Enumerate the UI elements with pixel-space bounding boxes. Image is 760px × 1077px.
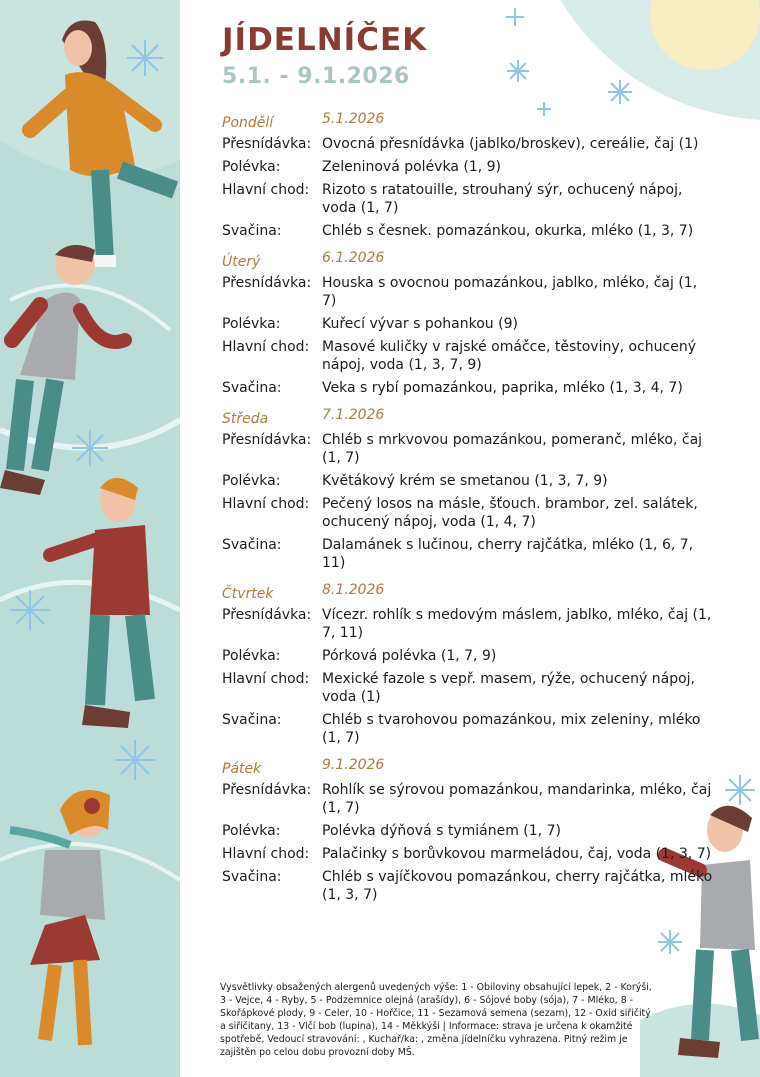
meal-value: Zeleninová polévka (1, 9) [322, 159, 501, 175]
meal-value: Houska s ovocnou pomazánkou, jablko, mléko, čaj (1, 7) [322, 275, 698, 309]
meal-label: Svačina: [222, 223, 282, 239]
meal-row-soup [222, 472, 722, 490]
allergen-legend: Vysvětlivky obsažených alergenů uvedených výše: 1 - Obiloviny obsahující lepek, 2 - Korýši, 3 - Vejce, 4 - Ryby, 5 - Podzemnice olejná (arašídy), 6 - Sójové boby (sója), 7 - Mléko, 8 - Skořápkové plody, 9 - Celer, 10 - Hořčice, 11 - Sezamová semena (sezam), 12 - Oxid siřičitý a siřičitany, 13 - Vlčí bob (lupina), 14 - Měkkýši | Informace: strava je určena k okamžité spotřebě, Vedoucí stravování: , Kuchař/ka: , změna jídelníčku vyhrazena. Pitný režim je zajištěn po celou dobu provozní doby MŠ. [220, 982, 652, 1058]
meal-value: Pečený losos na másle, šťouch. brambor, zel. salátek, ochucený nápoj, voda (1, 4, 7) [322, 496, 698, 530]
meal-label: Hlavní chod: [222, 846, 310, 862]
meal-row-snack-am [222, 781, 722, 817]
day-date: 7.1.2026 [322, 407, 385, 423]
meal-label: Svačina: [222, 869, 282, 885]
meal-label: Polévka: [222, 473, 281, 489]
meal-value: Kuřecí vývar s pohankou (9) [322, 316, 518, 332]
meal-value: Vícezr. rohlík s medovým máslem, jablko, mléko, čaj (1, 7, 11) [322, 607, 712, 641]
meal-label: Hlavní chod: [222, 671, 310, 687]
meal-row-snack-pm [222, 868, 722, 904]
meal-value: Chléb s vajíčkovou pomazánkou, cherry rajčátka, mléko (1, 3, 7) [322, 869, 713, 903]
day-monday [222, 111, 722, 240]
day-name: Pondělí [222, 115, 274, 131]
day-wednesday [222, 407, 722, 572]
day-friday [222, 757, 722, 904]
meal-row-main [222, 845, 722, 863]
day-date: 5.1.2026 [322, 111, 385, 127]
meal-row-snack-pm [222, 379, 722, 397]
meal-row-soup [222, 158, 722, 176]
meal-label: Polévka: [222, 316, 281, 332]
meal-label: Přesnídávka: [222, 432, 312, 448]
meal-value: Palačinky s borůvkovou marmeládou, čaj, voda (1, 3, 7) [322, 846, 712, 862]
day-tuesday [222, 250, 722, 397]
meal-row-snack-am [222, 431, 722, 467]
meal-row-soup [222, 647, 722, 665]
meal-value: Veka s rybí pomazánkou, paprika, mléko (1, 3, 4, 7) [322, 380, 683, 396]
meal-label: Hlavní chod: [222, 496, 310, 512]
meal-label: Přesnídávka: [222, 275, 312, 291]
meal-value: Chléb s tvarohovou pomazánkou, mix zeleniny, mléko (1, 7) [322, 712, 701, 746]
meal-label: Polévka: [222, 159, 281, 175]
meal-row-main [222, 338, 722, 374]
meal-row-snack-pm [222, 711, 722, 747]
sun-corner-illustration [480, 0, 760, 120]
meal-row-main [222, 495, 722, 531]
meal-value: Mexické fazole s vepř. masem, rýže, ochucený nápoj, voda (1) [322, 671, 696, 705]
meal-label: Hlavní chod: [222, 339, 310, 355]
meal-value: Chléb s mrkvovou pomazánkou, pomeranč, mléko, čaj (1, 7) [322, 432, 703, 466]
meal-row-snack-am [222, 606, 722, 642]
meal-row-snack-pm [222, 222, 722, 240]
meal-label: Hlavní chod: [222, 182, 310, 198]
meal-label: Svačina: [222, 537, 282, 553]
meal-label: Polévka: [222, 823, 281, 839]
meal-row-snack-pm [222, 536, 722, 572]
skaters-illustration [0, 0, 180, 1077]
meal-row-main [222, 670, 722, 706]
meal-value: Pórková polévka (1, 7, 9) [322, 648, 497, 664]
day-name: Čtvrtek [222, 586, 274, 602]
meal-row-soup [222, 315, 722, 333]
date-range: 5.1. - 9.1.2026 [222, 64, 410, 89]
meal-value: Rizoto s ratatouille, strouhaný sýr, ochucený nápoj, voda (1, 7) [322, 182, 683, 216]
meal-value: Ovocná přesnídávka (jablko/broskev), cereálie, čaj (1) [322, 136, 699, 152]
meal-row-soup [222, 822, 722, 840]
page-title: JÍDELNÍČEK [222, 22, 428, 58]
meal-value: Chléb s česnek. pomazánkou, okurka, mléko (1, 3, 7) [322, 223, 694, 239]
day-date: 6.1.2026 [322, 250, 385, 266]
meal-row-snack-am [222, 135, 722, 153]
meal-label: Přesnídávka: [222, 607, 312, 623]
meal-value: Dalamánek s lučinou, cherry rajčátka, mléko (1, 6, 7, 11) [322, 537, 694, 571]
meal-label: Přesnídávka: [222, 782, 312, 798]
meal-label: Svačina: [222, 380, 282, 396]
meal-label: Svačina: [222, 712, 282, 728]
day-name: Středa [222, 411, 269, 427]
meal-label: Přesnídávka: [222, 136, 312, 152]
meal-value: Rohlík se sýrovou pomazánkou, mandarinka, mléko, čaj (1, 7) [322, 782, 712, 816]
meal-value: Masové kuličky v rajské omáčce, těstoviny, ochucený nápoj, voda (1, 3, 7, 9) [322, 339, 697, 373]
meal-label: Polévka: [222, 648, 281, 664]
day-date: 9.1.2026 [322, 757, 385, 773]
meal-row-snack-am [222, 274, 722, 310]
day-thursday [222, 582, 722, 747]
meal-value: Květákový krém se smetanou (1, 3, 7, 9) [322, 473, 608, 489]
meal-row-main [222, 181, 722, 217]
day-name: Úterý [222, 254, 261, 270]
day-date: 8.1.2026 [322, 582, 385, 598]
weekly-menu [222, 111, 722, 914]
meal-value: Polévka dýňová s tymiánem (1, 7) [322, 823, 561, 839]
day-name: Pátek [222, 761, 262, 777]
